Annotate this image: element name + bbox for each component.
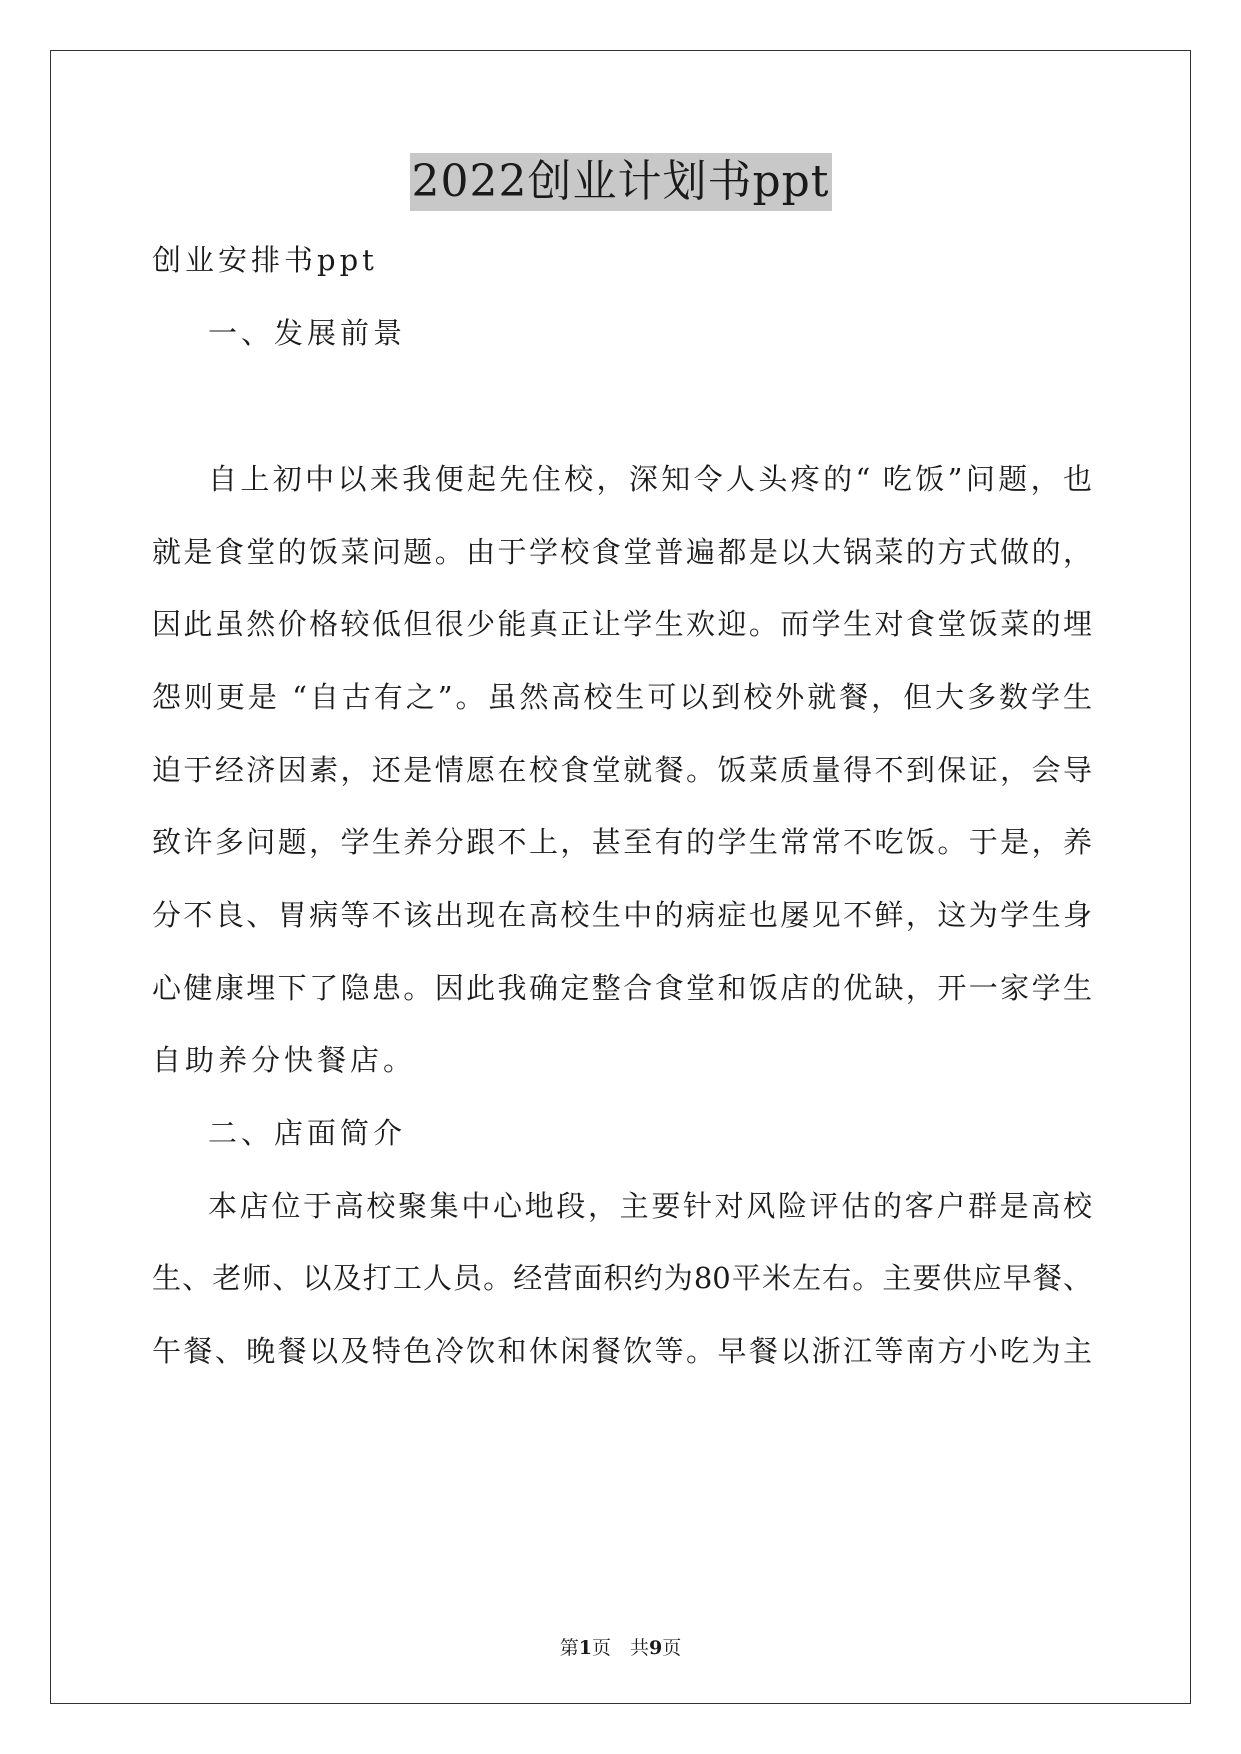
page-suffix: 页	[662, 1637, 682, 1659]
paragraph-line: 因此虽然价格较低但很少能真正让学生欢迎。而学生对食堂饭菜的埋	[152, 607, 1092, 641]
paragraph-line: 就是食堂的饭菜问题。由于学校食堂普遍都是以大锅菜的方式做的，	[152, 535, 1092, 569]
page-prefix: 第	[559, 1637, 579, 1659]
document-subtitle: 创业安排书ppt	[152, 243, 378, 277]
page-border	[50, 50, 1191, 1704]
section-heading-store: 二、店面简介	[208, 1116, 407, 1150]
page-footer	[0, 1633, 1241, 1660]
paragraph-line: 心健康埋下了隐患。因此我确定整合食堂和饭店的优缺，开一家学生	[152, 971, 1092, 1005]
paragraph-line: 午餐、晚餐以及特色冷饮和休闲餐饮等。早餐以浙江等南方小吃为主	[152, 1334, 1092, 1368]
document-title: 2022创业计划书ppt	[410, 153, 832, 211]
paragraph-line: 自上初中以来我便起先住校，深知令人头疼的“ 吃饭”问题，也	[208, 462, 1092, 496]
total-page-number: 9	[649, 1637, 663, 1659]
paragraph-line: 怨则更是 “自古有之”。虽然高校生可以到校外就餐，但大多数学生	[152, 680, 1092, 714]
page-mid: 页 共	[591, 1637, 649, 1659]
paragraph-line: 分不良、胃病等不该出现在高校生中的病症也屡见不鲜，这为学生身	[152, 898, 1092, 932]
paragraph-line: 致许多问题，学生养分跟不上，甚至有的学生常常不吃饭。于是，养	[152, 825, 1092, 859]
paragraph-line: 迫于经济因素，还是情愿在校食堂就餐。饭菜质量得不到保证，会导	[152, 753, 1092, 787]
section-heading-prospects: 一、发展前景	[208, 316, 407, 350]
current-page-number: 1	[578, 1637, 592, 1659]
paragraph-line: 自助养分快餐店。	[152, 1043, 417, 1077]
paragraph-line: 本店位于高校聚集中心地段，主要针对风险评估的客户群是高校	[208, 1189, 1092, 1223]
paragraph-line: 生、老师、以及打工人员。经营面积约为80平米左右。主要供应早餐、	[152, 1261, 1092, 1295]
title-container	[0, 153, 1241, 211]
